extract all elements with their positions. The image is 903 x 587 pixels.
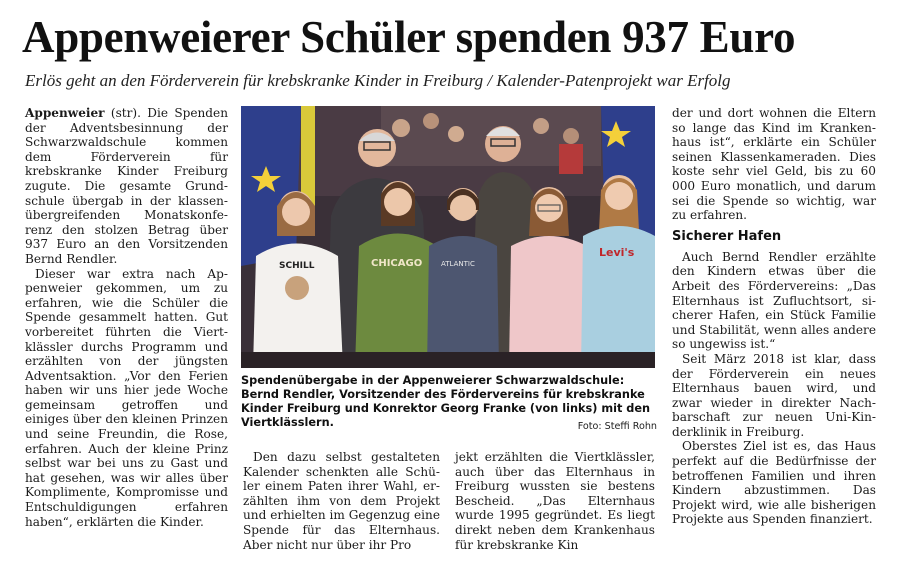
shirt-text: CHICAGO	[371, 258, 423, 269]
article-column-3	[455, 450, 655, 552]
paragraph: Auch Bernd Rendler erzählte den Kindern etwas über die Arbeit des Fördervereins: „Das Elternhaus ist Zufluchtsort, sicherer Hafen, ein Stück Familie und Stabilität, wenn alles andere so ungewiss ist.“	[672, 249, 876, 352]
subheadline: Erlös geht an den Förderverein für krebskranke Kinder in Freiburg / Kalender-Patenprojekt war Erfolg	[25, 71, 731, 90]
photo-illustration	[241, 106, 655, 368]
shirt-text: SCHILL	[279, 261, 315, 271]
paragraph: Den dazu selbst gestalteten Kalender schenkten alle Schüler einem Paten ihrer Wahl, erzählten ihm von dem Projekt und erhielten im Gegenzug eine Spende für das Elternhaus. Aber nicht nur über ihr Pro	[243, 450, 440, 552]
paragraph: der und dort wohnen die Eltern so lange das Kind im Krankenhaus ist“, erklärte ein Schüler seinen Klassenkameraden. Dies koste sehr viel Geld, bis zu 60 000 Euro monatlich, und darum sei die Spende so wichtig, war zu erfahren.	[672, 106, 876, 223]
child-shirt	[509, 236, 589, 368]
article-column-1	[25, 106, 228, 529]
photo-credit: Foto: Steffi Rohn	[577, 421, 657, 432]
paragraph-text: (str). Die Spenden der Adventsbesinnung der Schwarzwaldschule kommen dem Förderverein für krebskranke Kinder Freiburg zugute. Die gesamte Grundschule übergab in der klassenübergreifenden Monatskonferenz den stolzen Betrag über 937 Euro an den Vorsitzenden Bernd Rendler.	[25, 106, 228, 266]
dateline: Appenweier	[25, 106, 105, 120]
article-column-2	[243, 450, 440, 552]
article-column-4	[672, 106, 876, 527]
paragraph: jekt erzählten die Viertklässler, auch über das Elternhaus in Freiburg wussten sie bestens Bescheid. „Das Elternhaus wurde 1995 gegründet. Es liegt direkt neben dem Krankenhaus für krebskranke Kin	[455, 450, 655, 552]
paragraph: Seit März 2018 ist klar, dass der Förderverein ein neues Elternhaus bauen wird, und zwar wieder in direkter Nachbarschaft zur neuen Uni-Kinderklinik in Freiburg.	[672, 351, 876, 439]
paragraph	[25, 106, 228, 267]
subheading: Sicherer Hafen	[672, 228, 782, 244]
paragraph: Dieser war extra nach Appenweier gekommen, um zu erfahren, wie die Schüler die Spende gesammelt hatten. Gut vorbereitet führten die Viertklässler durchs Programm und erzählten von der jüngsten Adventsaktion. „Vor den Ferien haben wir uns hier jede Woche gemeinsam getroffen und einiges über den kleinen Prinzen und seine Freundin, die Rose, erfahren. Auch der kleine Prinz selbst war bei uns zu Gast und hat gesehen, was wir alles über Komplimente, Kompromisse und Entschuldigungen erfahren haben“, erklärten die Kinder.	[25, 266, 228, 529]
article-photo	[241, 106, 655, 368]
photo-caption: Spendenübergabe in der Appenweierer Schwarzwaldschule: Bernd Rendler, Vorsitzender des Fördervereins für krebskranke Kinder Freiburg und Konrektor Georg Franke (von links) mit den Viertklässlern.	[241, 374, 651, 430]
paragraph: Oberstes Ziel ist es, das Haus perfekt auf die Bedürfnisse der betroffenen Familien und ihren Kindern abzustimmen. Das Projekt wird, wie alle bisherigen Projekte aus Spenden finanziert.	[672, 439, 876, 527]
shirt-text: Levi's	[599, 246, 635, 259]
shirt-text: ATLANTIC	[441, 260, 475, 268]
headline: Appenweierer Schüler spenden 937 Euro	[22, 12, 796, 62]
child-shirt	[427, 236, 499, 368]
